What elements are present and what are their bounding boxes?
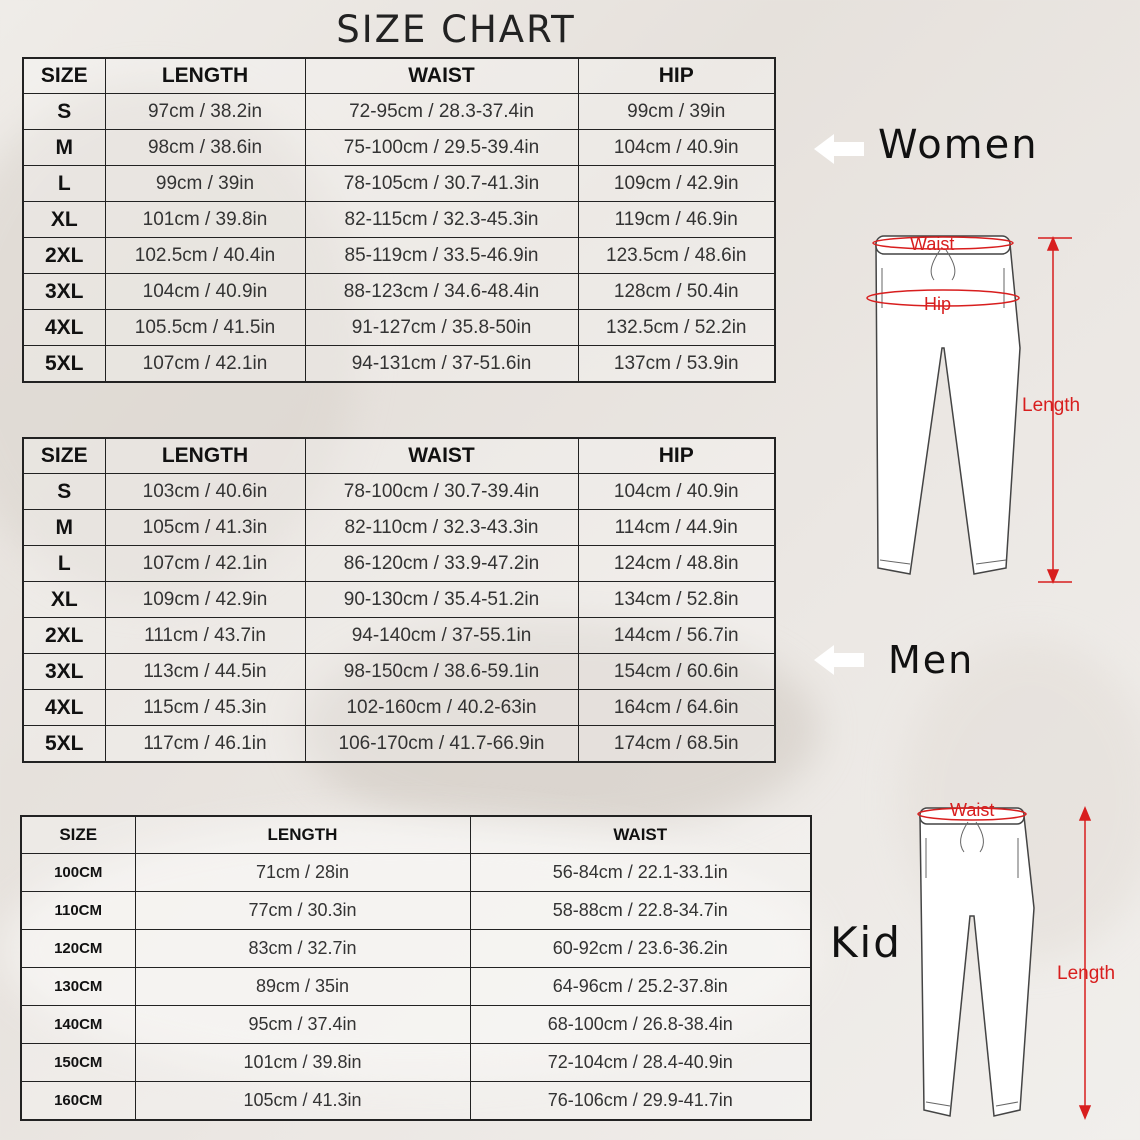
table-cell: 105.5cm / 41.5in: [105, 310, 305, 346]
table-cell: 99cm / 39in: [578, 94, 775, 130]
table-row: [23, 202, 775, 238]
size-cell: 160CM: [21, 1082, 135, 1121]
length-measure-label: Length: [1057, 963, 1116, 984]
left-arrow-icon: [812, 643, 866, 677]
size-cell: 5XL: [23, 346, 105, 383]
table-cell: 105cm / 41.3in: [105, 510, 305, 546]
table-cell: 91-127cm / 35.8-50in: [305, 310, 578, 346]
table-cell: 60-92cm / 23.6-36.2in: [470, 930, 811, 968]
table-row: [23, 546, 775, 582]
table-cell: 174cm / 68.5in: [578, 726, 775, 763]
table-cell: 104cm / 40.9in: [578, 130, 775, 166]
table-header-row: [21, 816, 811, 854]
table-row: [23, 310, 775, 346]
size-cell: M: [23, 510, 105, 546]
hip-measure-label: Hip: [924, 294, 952, 314]
column-header: SIZE: [23, 58, 105, 94]
kid-size-table: [20, 815, 812, 1121]
size-cell: M: [23, 130, 105, 166]
table-cell: 89cm / 35in: [135, 968, 470, 1006]
table-row: [23, 690, 775, 726]
table-row: [21, 1044, 811, 1082]
table-cell: 128cm / 50.4in: [578, 274, 775, 310]
table-cell: 82-115cm / 32.3-45.3in: [305, 202, 578, 238]
table-cell: 98cm / 38.6in: [105, 130, 305, 166]
table-cell: 102-160cm / 40.2-63in: [305, 690, 578, 726]
table-cell: 94-140cm / 37-55.1in: [305, 618, 578, 654]
table-cell: 102.5cm / 40.4in: [105, 238, 305, 274]
size-cell: 2XL: [23, 238, 105, 274]
table-cell: 144cm / 56.7in: [578, 618, 775, 654]
kid-label: Kid: [830, 918, 902, 967]
size-cell: XL: [23, 202, 105, 238]
size-cell: L: [23, 546, 105, 582]
page-title: SIZE CHART: [336, 8, 576, 51]
table-cell: 114cm / 44.9in: [578, 510, 775, 546]
column-header: LENGTH: [105, 58, 305, 94]
column-header: SIZE: [23, 438, 105, 474]
table-cell: 98-150cm / 38.6-59.1in: [305, 654, 578, 690]
length-measure-label: Length: [1022, 395, 1081, 416]
size-cell: 110CM: [21, 892, 135, 930]
table-cell: 85-119cm / 33.5-46.9in: [305, 238, 578, 274]
table-row: [21, 892, 811, 930]
column-header: SIZE: [21, 816, 135, 854]
size-cell: 120CM: [21, 930, 135, 968]
table-row: [23, 618, 775, 654]
table-cell: 95cm / 37.4in: [135, 1006, 470, 1044]
column-header: HIP: [578, 438, 775, 474]
table-cell: 104cm / 40.9in: [105, 274, 305, 310]
table-cell: 97cm / 38.2in: [105, 94, 305, 130]
table-cell: 137cm / 53.9in: [578, 346, 775, 383]
men-label: Men: [888, 638, 975, 682]
table-cell: 124cm / 48.8in: [578, 546, 775, 582]
size-cell: 3XL: [23, 654, 105, 690]
table-cell: 101cm / 39.8in: [135, 1044, 470, 1082]
size-cell: S: [23, 474, 105, 510]
table-row: [23, 346, 775, 383]
table-cell: 71cm / 28in: [135, 854, 470, 892]
table-cell: 86-120cm / 33.9-47.2in: [305, 546, 578, 582]
table-cell: 104cm / 40.9in: [578, 474, 775, 510]
table-cell: 106-170cm / 41.7-66.9in: [305, 726, 578, 763]
women-size-table: [22, 57, 776, 383]
table-row: [23, 130, 775, 166]
table-cell: 103cm / 40.6in: [105, 474, 305, 510]
table-row: [23, 726, 775, 763]
table-header-row: [23, 438, 775, 474]
size-cell: 100CM: [21, 854, 135, 892]
waist-measure-label: Waist: [910, 234, 955, 254]
table-cell: 111cm / 43.7in: [105, 618, 305, 654]
size-cell: 2XL: [23, 618, 105, 654]
table-cell: 109cm / 42.9in: [578, 166, 775, 202]
adult-pants-diagram: [862, 228, 1092, 590]
waist-measure-label: Waist: [950, 800, 995, 820]
table-row: [23, 654, 775, 690]
table-cell: 72-95cm / 28.3-37.4in: [305, 94, 578, 130]
table-row: [23, 474, 775, 510]
table-cell: 117cm / 46.1in: [105, 726, 305, 763]
size-cell: 4XL: [23, 690, 105, 726]
table-cell: 115cm / 45.3in: [105, 690, 305, 726]
column-header: LENGTH: [105, 438, 305, 474]
size-cell: 140CM: [21, 1006, 135, 1044]
left-arrow-icon: [812, 132, 866, 166]
table-cell: 109cm / 42.9in: [105, 582, 305, 618]
table-cell: 76-106cm / 29.9-41.7in: [470, 1082, 811, 1121]
table-cell: 123.5cm / 48.6in: [578, 238, 775, 274]
size-cell: XL: [23, 582, 105, 618]
column-header: WAIST: [470, 816, 811, 854]
table-row: [23, 166, 775, 202]
table-row: [21, 968, 811, 1006]
table-cell: 78-105cm / 30.7-41.3in: [305, 166, 578, 202]
table-cell: 82-110cm / 32.3-43.3in: [305, 510, 578, 546]
size-cell: 3XL: [23, 274, 105, 310]
women-label: Women: [878, 122, 1039, 168]
size-cell: 150CM: [21, 1044, 135, 1082]
table-cell: 154cm / 60.6in: [578, 654, 775, 690]
size-cell: 4XL: [23, 310, 105, 346]
table-row: [23, 238, 775, 274]
size-cell: 5XL: [23, 726, 105, 763]
table-cell: 99cm / 39in: [105, 166, 305, 202]
table-cell: 105cm / 41.3in: [135, 1082, 470, 1121]
table-cell: 107cm / 42.1in: [105, 546, 305, 582]
table-cell: 83cm / 32.7in: [135, 930, 470, 968]
table-row: [21, 930, 811, 968]
table-row: [23, 94, 775, 130]
table-cell: 64-96cm / 25.2-37.8in: [470, 968, 811, 1006]
table-cell: 88-123cm / 34.6-48.4in: [305, 274, 578, 310]
size-cell: L: [23, 166, 105, 202]
table-cell: 113cm / 44.5in: [105, 654, 305, 690]
table-row: [21, 1082, 811, 1121]
table-cell: 101cm / 39.8in: [105, 202, 305, 238]
column-header: WAIST: [305, 58, 578, 94]
table-row: [23, 582, 775, 618]
table-cell: 132.5cm / 52.2in: [578, 310, 775, 346]
column-header: WAIST: [305, 438, 578, 474]
table-row: [21, 1006, 811, 1044]
table-cell: 77cm / 30.3in: [135, 892, 470, 930]
table-header-row: [23, 58, 775, 94]
table-row: [21, 854, 811, 892]
table-cell: 94-131cm / 37-51.6in: [305, 346, 578, 383]
table-cell: 107cm / 42.1in: [105, 346, 305, 383]
table-cell: 68-100cm / 26.8-38.4in: [470, 1006, 811, 1044]
table-cell: 75-100cm / 29.5-39.4in: [305, 130, 578, 166]
table-cell: 72-104cm / 28.4-40.9in: [470, 1044, 811, 1082]
table-row: [23, 274, 775, 310]
men-size-table: [22, 437, 776, 763]
table-cell: 164cm / 64.6in: [578, 690, 775, 726]
table-row: [23, 510, 775, 546]
table-cell: 56-84cm / 22.1-33.1in: [470, 854, 811, 892]
column-header: HIP: [578, 58, 775, 94]
table-cell: 58-88cm / 22.8-34.7in: [470, 892, 811, 930]
table-cell: 134cm / 52.8in: [578, 582, 775, 618]
kid-pants-diagram: [912, 798, 1132, 1128]
column-header: LENGTH: [135, 816, 470, 854]
size-cell: S: [23, 94, 105, 130]
table-cell: 78-100cm / 30.7-39.4in: [305, 474, 578, 510]
table-cell: 119cm / 46.9in: [578, 202, 775, 238]
size-cell: 130CM: [21, 968, 135, 1006]
table-cell: 90-130cm / 35.4-51.2in: [305, 582, 578, 618]
